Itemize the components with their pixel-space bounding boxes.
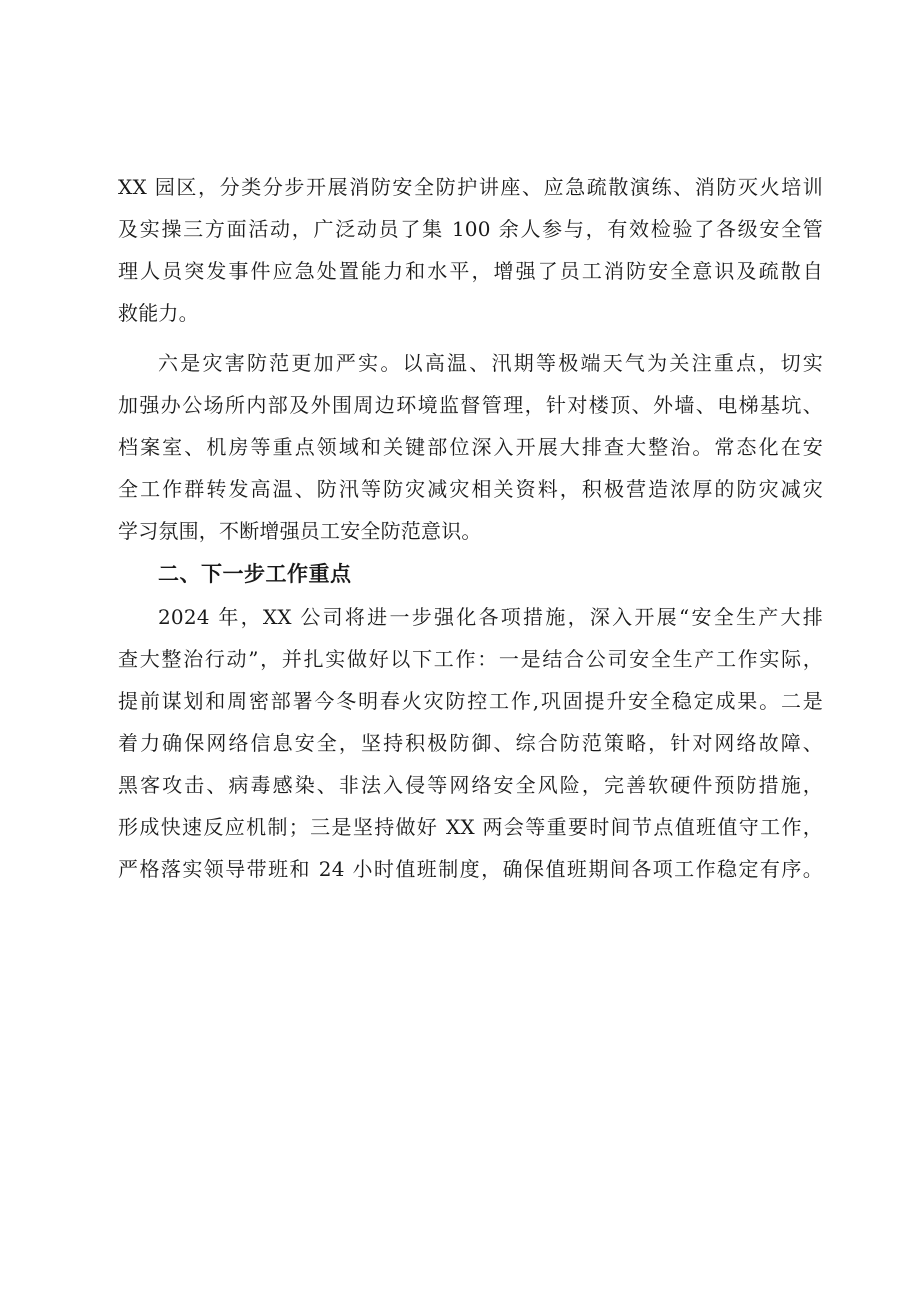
section-heading: 二、下一步工作重点: [158, 562, 352, 586]
paragraph-line: 2024 年，XX 公司将进一步强化各项措施，深入开展“安全生产大排: [158, 605, 823, 629]
paragraph-line: 形成快速反应机制；三是坚持做好 XX 两会等重要时间节点值班值守工作，: [118, 815, 823, 839]
paragraph-line: 查大整治行动”，并扎实做好以下工作：一是结合公司安全生产工作实际，: [118, 647, 823, 671]
paragraph-line: 严格落实领导带班和 24 小时值班制度，确保值班期间各项工作稳定有序。: [118, 857, 823, 881]
paragraph-line: 六是灾害防范更加严实。以高温、汛期等极端天气为关注重点，切实: [158, 351, 823, 375]
paragraph-line: 黑客攻击、病毒感染、非法入侵等网络安全风险，完善软硬件预防措施，: [118, 773, 823, 797]
document-body: [118, 166, 823, 890]
paragraph-line: 及实操三方面活动，广泛动员了集 100 余人参与，有效检验了各级安全管: [118, 217, 823, 241]
paragraph-line: 加强办公场所内部及外围周边环境监督管理，针对楼顶、外墙、电梯基坑、: [118, 393, 823, 417]
paragraph-1: [118, 166, 823, 334]
paragraph-line: 救能力。: [118, 301, 199, 325]
paragraph-line: 着力确保网络信息安全，坚持积极防御、综合防范策略，针对网络故障、: [118, 731, 823, 755]
paragraph-line: XX 园区，分类分步开展消防安全防护讲座、应急疏散演练、消防灭火培训: [118, 175, 823, 199]
paragraph-2: [118, 342, 823, 552]
paragraph-3: [118, 596, 823, 890]
paragraph-line: 提前谋划和周密部署今冬明春火灾防控工作,巩固提升安全稳定成果。二是: [118, 689, 823, 713]
paragraph-line: 全工作群转发高温、防汛等防灾减灾相关资料，积极营造浓厚的防灾减灾: [118, 477, 823, 501]
paragraph-line: 理人员突发事件应急处置能力和水平，增强了员工消防安全意识及疏散自: [118, 259, 823, 283]
paragraph-line: 档案室、机房等重点领域和关键部位深入开展大排查大整治。常态化在安: [118, 435, 823, 459]
paragraph-line: 学习氛围，不断增强员工安全防范意识。: [118, 519, 482, 543]
